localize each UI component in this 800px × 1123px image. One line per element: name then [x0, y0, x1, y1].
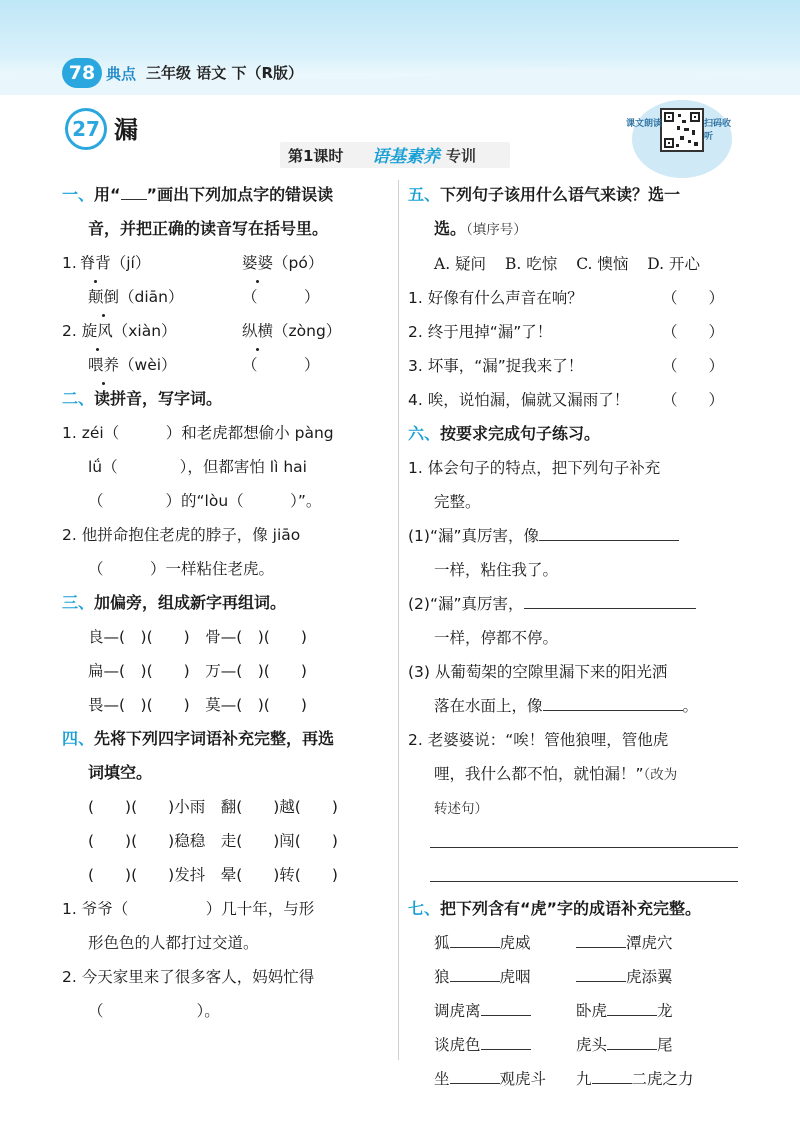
section-1-title-cont: 音，并把正确的读音写在括号里。	[88, 219, 329, 238]
fill-blank[interactable]	[450, 1065, 500, 1084]
idiom-row: 狼 虎咽 虎添翼	[408, 960, 738, 994]
answer-paren[interactable]: （ ）	[661, 391, 724, 409]
book-info: 三年级 语文 下（R版）	[146, 64, 303, 82]
option-c: C. 懊恼	[576, 255, 629, 273]
section-5-title: 五、下列句子该用什么语气来读？选一	[408, 185, 681, 204]
s3-row[interactable]: 畏—( )( ) 莫—( )( )	[88, 696, 307, 714]
s2-line-3: （ ）的“lòu（ ）”。	[88, 492, 322, 510]
qr-caption-right: 扫码收听	[704, 119, 732, 142]
idiom-row: 坐 观虎斗 九 二虎之力	[408, 1062, 738, 1096]
s4-q1-cont: 形色色的人都打过交道。	[88, 934, 259, 952]
s6-p2: (2)“漏”真厉害，	[408, 587, 738, 621]
answer-paren[interactable]: （ ）	[661, 357, 724, 375]
s6-q1: 1. 体会句子的特点，把下列句子补充	[408, 459, 661, 477]
class-banner	[280, 142, 510, 168]
idiom-row: 谈虎色 虎头 尾	[408, 1028, 738, 1062]
fill-blank[interactable]	[450, 963, 500, 982]
s5-item-4: 4. 唉，说怕漏，偏就又漏雨了！ （ ）	[408, 383, 738, 417]
s2-line-4: 2. 他拼命抱住老虎的脖子，像 jiāo	[62, 526, 301, 544]
s1-row-2: 颠倒（diān） （ ）	[62, 280, 390, 314]
qr-code-icon[interactable]	[660, 108, 704, 152]
s3-row[interactable]: 扁—( )( ) 万—( )( )	[88, 662, 307, 680]
s2-line-2: lǘ（ ），但都害怕 lì hai	[88, 458, 307, 476]
s1-row-3: 2. 旋风（xiàn） 纵横（zòng）	[62, 314, 390, 348]
s6-q2-cont: 哩，我什么都不怕，就怕漏！”（改为	[434, 765, 678, 783]
class-topic: 语基素养	[372, 147, 440, 167]
fill-blank[interactable]	[576, 963, 626, 982]
brand-logo: 典点	[106, 65, 137, 83]
answer-paren[interactable]: （ ）	[242, 356, 320, 374]
section-7-title: 七、把下列含有“虎”字的成语补充完整。	[408, 899, 702, 918]
s4-q1[interactable]: 1. 爷爷（ ）几十年，与形	[62, 900, 315, 918]
fill-blank[interactable]	[576, 929, 626, 948]
s6-p3: (3) 从葡萄架的空隙里漏下来的阳光洒	[408, 663, 668, 681]
s6-p2-cont: 一样，停都不停。	[434, 629, 559, 647]
fill-blank[interactable]	[539, 522, 679, 541]
s4-row[interactable]: ( )( )小雨 翻( )越( )	[88, 798, 338, 816]
s6-p1: (1)“漏”真厉害，像	[408, 519, 738, 553]
s5-item-3: 3. 坏事，“漏”捉我来了！ （ ）	[408, 349, 738, 383]
column-divider	[398, 180, 399, 1060]
section-4-title-cont: 词填空。	[88, 763, 153, 782]
s3-row[interactable]: 良—( )( ) 骨—( )( )	[88, 628, 307, 646]
s5-item-2: 2. 终于甩掉“漏”了！ （ ）	[408, 315, 738, 349]
answer-paren[interactable]: （ ）	[242, 288, 320, 306]
section-1-title: 一、用“ ”画出下列加点字的错误读	[62, 178, 390, 212]
qr-caption-left: 课文朗读	[626, 119, 663, 129]
s2-line-5: （ ）一样粘住老虎。	[88, 560, 275, 578]
s6-q2-cont-2: 转述句）	[434, 801, 488, 817]
option-d: D. 开心	[647, 255, 701, 273]
s5-options	[408, 247, 738, 281]
class-period: 第1课时	[288, 147, 344, 165]
idiom-row: 调虎离 卧虎 龙	[408, 994, 738, 1028]
s4-row[interactable]: ( )( )发抖 晕( )转( )	[88, 866, 338, 884]
section-2-title: 二、读拼音，写字词。	[62, 389, 223, 408]
s5-item-1: 1. 好像有什么声音在响？ （ ）	[408, 281, 738, 315]
s1-row-4: 喂养（wèi） （ ）	[62, 348, 390, 382]
s6-p1-cont: 一样，粘住我了。	[434, 561, 559, 579]
s6-p3-cont: 落在水面上，像 。	[408, 689, 738, 723]
lesson-number: 27	[65, 108, 107, 150]
lesson-title: 漏	[114, 116, 138, 144]
s4-row[interactable]: ( )( )稳稳 走( )闯( )	[88, 832, 338, 850]
s2-line-1: 1. zéi（ ）和老虎都想偷小 pàng	[62, 424, 334, 442]
option-b: B. 吃惊	[505, 255, 558, 273]
qr-area[interactable]	[626, 96, 738, 184]
answer-paren[interactable]: （ ）	[661, 323, 724, 341]
fill-blank[interactable]	[592, 1065, 632, 1084]
s6-q1-cont: 完整。	[434, 493, 481, 511]
section-5-title-cont: 选。（填序号）	[434, 219, 527, 238]
right-column	[408, 178, 738, 1096]
section-6-title: 六、按要求完成句子练习。	[408, 424, 601, 443]
s1-row-1: 1. 脊背（jí） 婆婆（pó）	[62, 246, 390, 280]
idiom-row: 狐 虎威 潭虎穴	[408, 926, 738, 960]
answer-paren[interactable]: （ ）	[661, 289, 724, 307]
left-column	[62, 178, 390, 1028]
option-a: A. 疑问	[434, 255, 487, 273]
section-4-title: 四、先将下列四字词语补充完整，再选	[62, 729, 335, 748]
fill-blank[interactable]	[450, 929, 500, 948]
section-3-title: 三、加偏旁，组成新字再组词。	[62, 593, 287, 612]
fill-blank[interactable]	[524, 590, 696, 609]
s6-q2: 2. 老婆婆说：“唉！管他狼哩，管他虎	[408, 731, 669, 749]
s4-q2: 2. 今天家里来了很多客人，妈妈忙得	[62, 968, 315, 986]
fill-blank[interactable]	[607, 997, 657, 1016]
page-number: 78	[62, 58, 102, 88]
class-special: 专训	[446, 147, 477, 165]
fill-blank[interactable]	[481, 997, 531, 1016]
s4-q2-cont[interactable]: （ ）。	[88, 1002, 220, 1020]
fill-blank[interactable]	[481, 1031, 531, 1050]
fill-blank[interactable]	[607, 1031, 657, 1050]
fill-blank[interactable]	[543, 692, 683, 711]
underline-sample	[121, 181, 147, 200]
